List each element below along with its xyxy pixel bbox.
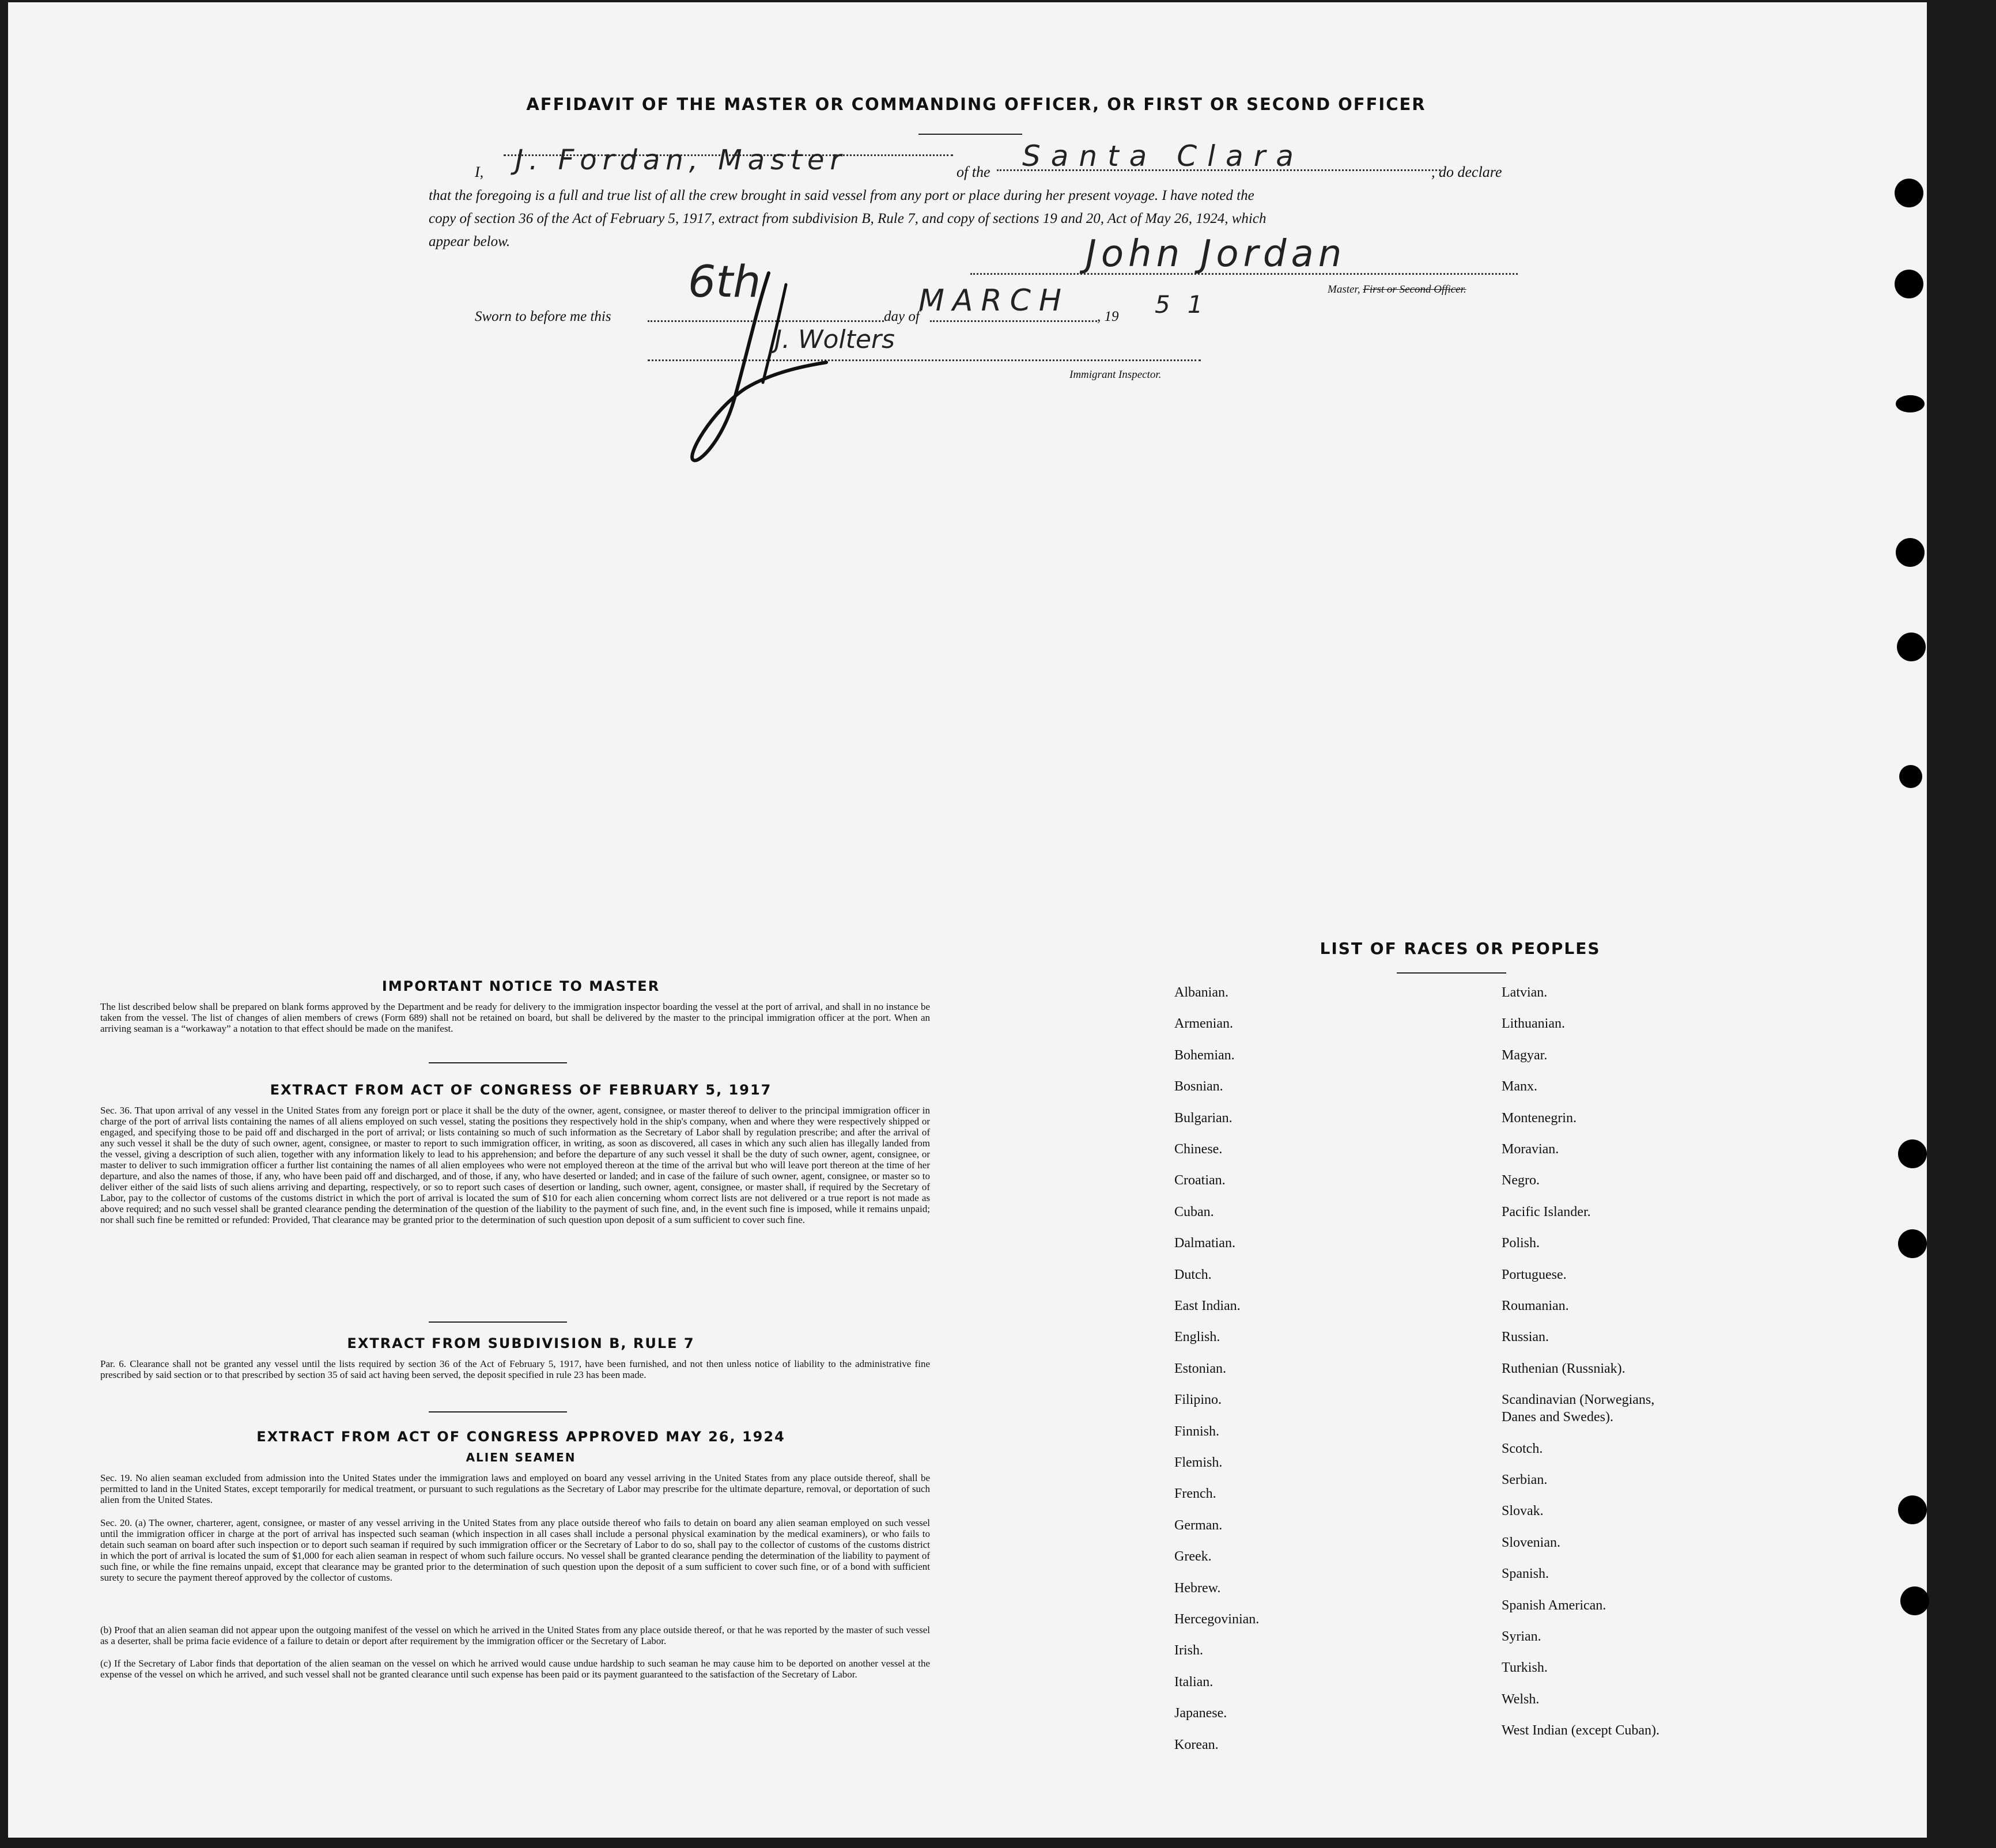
race-item: Dutch. [1174,1267,1212,1282]
race-item: Spanish. [1502,1566,1549,1582]
sworn-label: Sworn to before me this [475,309,611,324]
punch-hole [1898,1229,1927,1258]
inspector-caption: Immigrant Inspector. [1069,369,1162,381]
race-item: Hebrew. [1174,1580,1221,1596]
rule-7-text: Par. 6. Clearance shall not be granted any vessel until the lists required by section 36 of the Act of February 5, 1917, have been furnished, and not then unless notice of liability to the administrative fine prescribed by said section or to that prescribed by section 35 of said act having been served, the deposit specified in rule 23 has been made. [100,1358,930,1380]
punch-hole [1900,1586,1929,1615]
vessel-name-handwritten: Santa Clara [1022,139,1304,173]
affidavit-body-line-1: that the foregoing is a full and true list of all the crew brought in said vessel from any port or place during her present voyage. I have noted the [429,188,1254,203]
races-title: LIST OF RACES OR PEOPLES [1320,939,1601,958]
race-item: Polish. [1502,1236,1540,1251]
master-caption [1328,283,1466,296]
day-of-label: day of [884,309,920,324]
race-item: French. [1174,1486,1216,1502]
punch-hole [1896,538,1925,567]
master-caption-struck: First or Second Officer. [1363,283,1466,296]
race-item: Estonian. [1174,1361,1226,1376]
race-item: Turkish. [1502,1660,1548,1676]
notice-divider [429,1062,567,1063]
race-item: Pacific Islander. [1502,1204,1591,1220]
extract-1917-text: Sec. 36. That upon arrival of any vessel in the United States from any foreign port or place it shall be the duty of the owner, agent, consignee, or master thereof to deliver to the principal immigration officer in charge of the port of arrival lists containing the names of all aliens employed on such vessel, stating the positions they respectively hold in the ship's company, when and where they were respectively shipped or engaged, and specifying those to be paid off and discharged in the port of arrival; or lists containing so much of such information as the Secretary of Labor shall by regulation prescribe; and after the arrival of any such vessel it shall be the duty of such owner, agent, consignee, or master to report to such immigration officer, in writing, as soon as discovered, all cases in which any such alien has illegally landed from the vessel, giving a description of such alien, together with any information likely to lead to his apprehension; and before the departure of any such vessel it shall be the duty of such owner, agent, consignee, or master to deliver to such immigration officer a further list containing the names of all alien employees who were not employed thereon at the time of the arrival but who will leave port thereon at the time of her departure, and also the names of those, if any, who have been paid off and discharged, and of those, if any, who have deserted or landed; and in case of the failure of such owner, agent, consignee, or master so to deliver either of the said lists of such aliens arriving and departing, respectively, or so to report such cases of desertion or landing, such owner, agent, consignee, or master shall, if required by the Secretary of Labor, pay to the collector of customs of the customs district in which the port of arrival is located the sum of $10 for each alien concerning whom correct lists are not delivered or a true report is not made as above required; and no such vessel shall be granted clearance pending the determination of the question of the liability to the payment of such fine, and, in the event such fine is imposed, while it remains unpaid; nor shall such fine be remitted or refunded: Provided, That clearance may be granted prior to the determination of such question upon deposit of a sum sufficient to cover such fine. [100,1105,930,1225]
punch-hole [1896,395,1925,412]
race-item: Scotch. [1502,1441,1543,1456]
extract-1917-divider [429,1321,567,1323]
race-item: Welsh. [1502,1691,1540,1707]
race-item: Bosnian. [1174,1079,1223,1095]
race-item: Russian. [1502,1330,1549,1345]
race-item: Flemish. [1174,1455,1223,1470]
race-item: Moravian. [1502,1142,1559,1157]
punch-hole [1898,1139,1927,1168]
race-item: Dalmatian. [1174,1236,1235,1251]
race-item: Bohemian. [1174,1047,1235,1063]
punch-hole [1895,270,1923,298]
punch-hole [1898,1495,1927,1524]
extract-1924-subtitle: ALIEN SEAMEN [466,1451,576,1464]
races-divider [1397,972,1506,974]
affidavit-body-line-2: copy of section 36 of the Act of February 5, 1917, extract from subdivision B, Rule 7, and copy of sections 19 and 20, Act of May 26, 1924, which [429,211,1267,226]
master-caption-prefix: Master, [1328,283,1360,296]
race-item: Montenegrin. [1502,1110,1577,1126]
i-label: I, [475,164,484,180]
master-signature: John Jordan [1086,233,1347,275]
race-item: Manx. [1502,1079,1537,1095]
race-item: Serbian. [1502,1472,1548,1487]
race-item: East Indian. [1174,1298,1241,1313]
race-item: Cuban. [1174,1204,1214,1220]
punch-hole [1895,179,1923,207]
race-item: Irish. [1174,1643,1203,1658]
race-item: Scandinavian (Norwegians, [1502,1392,1655,1408]
race-item: Greek. [1174,1549,1212,1565]
rule-7-title: EXTRACT FROM SUBDIVISION B, RULE 7 [347,1335,695,1351]
inspector-signature: J. Wolters [774,325,895,354]
race-item: Ruthenian (Russniak). [1502,1361,1625,1376]
race-item: Finnish. [1174,1423,1220,1439]
race-item: Italian. [1174,1674,1214,1690]
do-declare-label: , do declare [1431,164,1502,180]
notice-title: IMPORTANT NOTICE TO MASTER [381,978,660,994]
race-item: English. [1174,1330,1220,1345]
race-item: Albanian. [1174,985,1228,1000]
race-item: Danes and Swedes). [1502,1410,1613,1425]
race-item: German. [1174,1517,1223,1533]
race-item: West Indian (except Cuban). [1502,1723,1659,1739]
inspector-signature-flourish [676,262,942,475]
year-prefix: , 19 [1097,309,1119,324]
extract-1924-title: EXTRACT FROM ACT OF CONGRESS APPROVED MAY 26, 1924 [256,1429,785,1445]
section-20c-text: (c) If the Secretary of Labor finds that deportation of the alien seaman on the vessel on which he arrived would cause undue hardship to such seaman he may cause him to be deported on another vessel at the expense of the vessel on which he arrived, and such vessel shall not be granted clearance until such expense has been paid or its payment guaranteed to the satisfaction of the Secretary of Labor. [100,1658,930,1680]
race-item: Roumanian. [1502,1298,1569,1313]
race-item: Croatian. [1174,1173,1226,1188]
race-item: Latvian. [1502,985,1548,1000]
section-19-text: Sec. 19. No alien seaman excluded from admission into the United States under the immigration laws and employed on board any vessel arriving in the United States from any place outside thereof, shall be permitted to land in the United States, except temporarily for medical treatment, or pursuant to such regulations as the Secretary of Labor may prescribe for the ultimate departure, removal, or deportation of such alien from the United States. [100,1472,930,1505]
sworn-month: MARCH [918,283,1069,318]
race-item: Chinese. [1174,1142,1223,1157]
race-item: Spanish American. [1502,1597,1606,1613]
rule-7-divider [429,1411,567,1412]
of-the-label: of the [957,164,991,180]
race-item: Filipino. [1174,1392,1222,1408]
punch-hole [1897,633,1926,661]
master-name-handwritten: J. Fordan, Master [515,144,848,176]
race-item: Bulgarian. [1174,1110,1233,1126]
section-20b-text: (b) Proof that an alien seaman did not appear upon the outgoing manifest of the vessel on which he arrived in the United States from any place outside thereof, or that he was reported by the master of such vessel as a deserter, shall be prima facie evidence of a failure to detain or deport after requirement by the immigration officer or the Secretary of Labor. [100,1624,930,1646]
sworn-month-line [930,320,1097,322]
notice-text: The list described below shall be prepared on blank forms approved by the Department and be ready for delivery to the immigration inspector boarding the vessel at the port of arrival, and shall in no instance be taken from the vessel. The list of changes of alien members of crews (Form 689) shall not be retained on board, but shall be delivered by the master to the principal immigration officer at the port. When an arriving seaman is a “workaway” a notation to that effect should be made on the manifest. [100,1001,930,1034]
title-divider [918,134,1022,135]
race-item: Negro. [1502,1173,1540,1188]
document-page [8,2,1927,1838]
race-item: Portuguese. [1502,1267,1567,1282]
race-item: Hercegovinian. [1174,1612,1260,1627]
race-item: Syrian. [1502,1629,1541,1644]
race-item: Japanese. [1174,1706,1227,1721]
sworn-day: 6th [688,256,761,307]
affidavit-body-line-3: appear below. [429,234,511,249]
extract-1917-title: EXTRACT FROM ACT OF CONGRESS OF FEBRUARY 5, 1917 [270,1082,772,1098]
race-item: Slovenian. [1502,1535,1560,1550]
section-20a-text: Sec. 20. (a) The owner, charterer, agent, consignee, or master of any vessel arriving in the United States from any place outside thereof who fails to detain on board any alien seaman employed on such vessel until the immigration officer in charge at the port of arrival has inspected such seaman (which inspection in all cases shall include a personal physical examination by the medical examiners), or who fails to detain such seaman on board after such inspection or to deport such seaman if required by such immigration officer or the Secretary of Labor to do so, shall pay to the collector of customs of the customs district in which the port of arrival is located the sum of $1,000 for each alien seaman in respect of whom such failure occurs. No vessel shall be granted clearance pending the determination of the liability to payment of such fine, or while the fine remains unpaid, except that clearance may be granted prior to the determination of such question upon the deposit of a sum sufficient to cover such fine, or of a bond with sufficient surety to secure the payment thereof approved by the collector of customs. [100,1517,930,1583]
affidavit-title: AFFIDAVIT OF THE MASTER OR COMMANDING OFFICER, OR FIRST OR SECOND OFFICER [526,94,1426,114]
punch-hole [1899,765,1922,788]
race-item: Slovak. [1502,1504,1544,1519]
race-item: Armenian. [1174,1016,1233,1032]
race-item: Lithuanian. [1502,1016,1565,1032]
race-item: Magyar. [1502,1047,1548,1063]
race-item: Korean. [1174,1737,1219,1752]
year-suffix: 51 [1155,290,1220,319]
